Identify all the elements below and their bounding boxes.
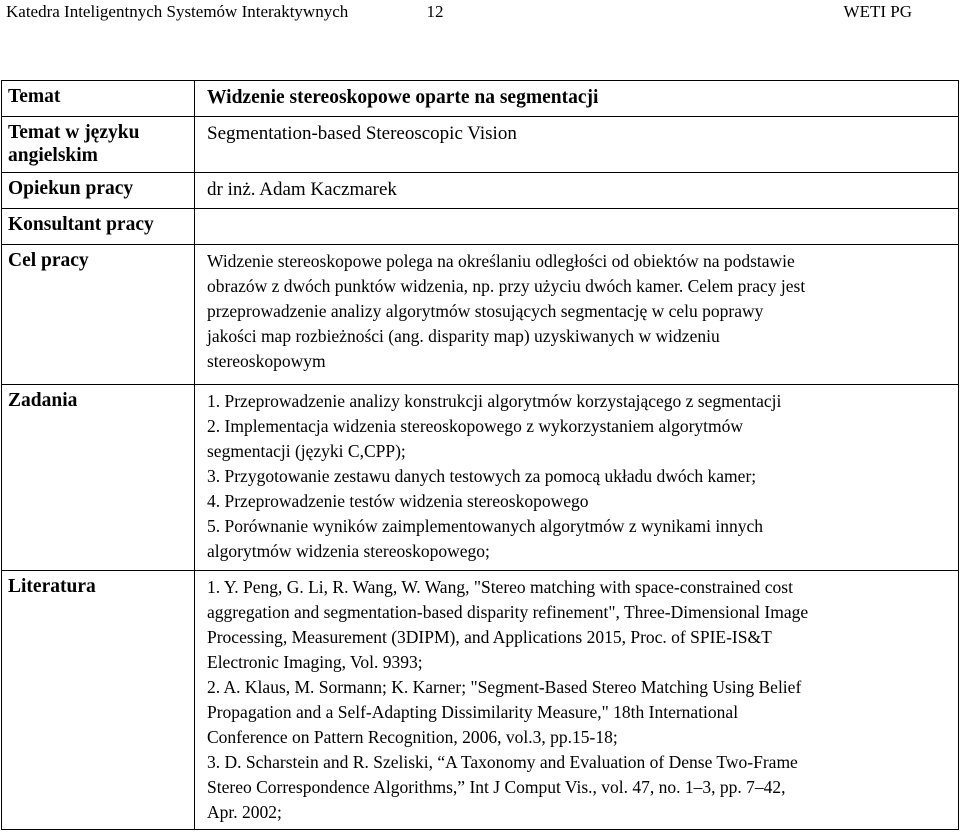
task-line: 1. Przeprowadzenie analizy konstrukcji algorytmów korzystającego z segmentacji bbox=[207, 391, 782, 411]
reference-line: 3. D. Scharstein and R. Szeliski, “A Taxonomy and Evaluation of Dense Two-Frame bbox=[207, 752, 798, 772]
reference-line: Stereo Correspondence Algorithms,” Int J Comput Vis., vol. 47, no. 1–3, pp. 7–42, bbox=[207, 777, 786, 797]
row-literatura bbox=[2, 571, 959, 830]
row-temat bbox=[2, 81, 959, 117]
task-line: 2. Implementacja widzenia stereoskopowego z wykorzystaniem algorytmów bbox=[207, 416, 744, 436]
value-opiekun: dr inż. Adam Kaczmarek bbox=[195, 173, 959, 209]
cel-line: obrazów z dwóch punktów widzenia, np. przy użyciu dwóch kamer. Celem pracy jest bbox=[207, 276, 806, 296]
reference-line: 2. A. Klaus, M. Sormann; K. Karner; "Segment-Based Stereo Matching Using Belief bbox=[207, 677, 802, 697]
label-opiekun: Opiekun pracy bbox=[2, 173, 195, 209]
reference-line: Apr. 2002; bbox=[207, 802, 282, 822]
row-cel bbox=[2, 245, 959, 385]
reference-line: Electronic Imaging, Vol. 9393; bbox=[207, 652, 423, 672]
page-header bbox=[6, 0, 956, 26]
reference-line: Conference on Pattern Recognition, 2006, vol.3, pp.15-18; bbox=[207, 727, 618, 747]
row-opiekun bbox=[2, 173, 959, 209]
cel-line: przeprowadzenie analizy algorytmów stosujących segmentację w celu poprawy bbox=[207, 301, 764, 321]
task-line: 4. Przeprowadzenie testów widzenia stereoskopowego bbox=[207, 491, 589, 511]
label-zadania: Zadania bbox=[2, 385, 195, 571]
row-zadania bbox=[2, 385, 959, 571]
header-faculty: WETI PG bbox=[843, 2, 912, 21]
label-temat: Temat bbox=[2, 81, 195, 117]
value-temat-ang: Segmentation-based Stereoscopic Vision bbox=[195, 117, 959, 173]
reference-line: 1. Y. Peng, G. Li, R. Wang, W. Wang, "Stereo matching with space-constrained cost bbox=[207, 577, 793, 597]
task-line: algorytmów widzenia stereoskopowego; bbox=[207, 541, 490, 561]
value-zadania bbox=[195, 385, 959, 571]
label-literatura: Literatura bbox=[2, 571, 195, 830]
header-page-number: 12 bbox=[426, 2, 444, 21]
value-cel bbox=[195, 245, 959, 385]
header-department: Katedra Inteligentnych Systemów Interaktywnych bbox=[6, 2, 349, 21]
reference-line: Propagation and a Self-Adapting Dissimilarity Measure," 18th International bbox=[207, 702, 739, 722]
thesis-topic-table bbox=[1, 80, 959, 830]
task-line: segmentacji (języki C,CPP); bbox=[207, 441, 406, 461]
value-konsultant bbox=[195, 209, 959, 245]
task-line: 5. Porównanie wyników zaimplementowanych algorytmów z wynikami innych bbox=[207, 516, 763, 536]
reference-line: aggregation and segmentation-based disparity refinement", Three-Dimensional Image bbox=[207, 602, 809, 622]
cel-line: Widzenie stereoskopowe polega na określaniu odległości od obiektów na podstawie bbox=[207, 251, 795, 271]
task-line: 3. Przygotowanie zestawu danych testowych za pomocą układu dwóch kamer; bbox=[207, 466, 757, 486]
row-temat-ang bbox=[2, 117, 959, 173]
value-literatura bbox=[195, 571, 959, 830]
value-temat: Widzenie stereoskopowe oparte na segmentacji bbox=[195, 81, 959, 117]
label-konsultant: Konsultant pracy bbox=[2, 209, 195, 245]
cel-line: stereoskopowym bbox=[207, 351, 326, 371]
reference-line: Processing, Measurement (3DIPM), and Applications 2015, Proc. of SPIE-IS&T bbox=[207, 627, 772, 647]
label-temat-ang: Temat w języku angielskim bbox=[2, 117, 195, 173]
row-konsultant bbox=[2, 209, 959, 245]
label-cel: Cel pracy bbox=[2, 245, 195, 385]
cel-line: jakości map rozbieżności (ang. disparity map) uzyskiwanych w widzeniu bbox=[207, 326, 720, 346]
